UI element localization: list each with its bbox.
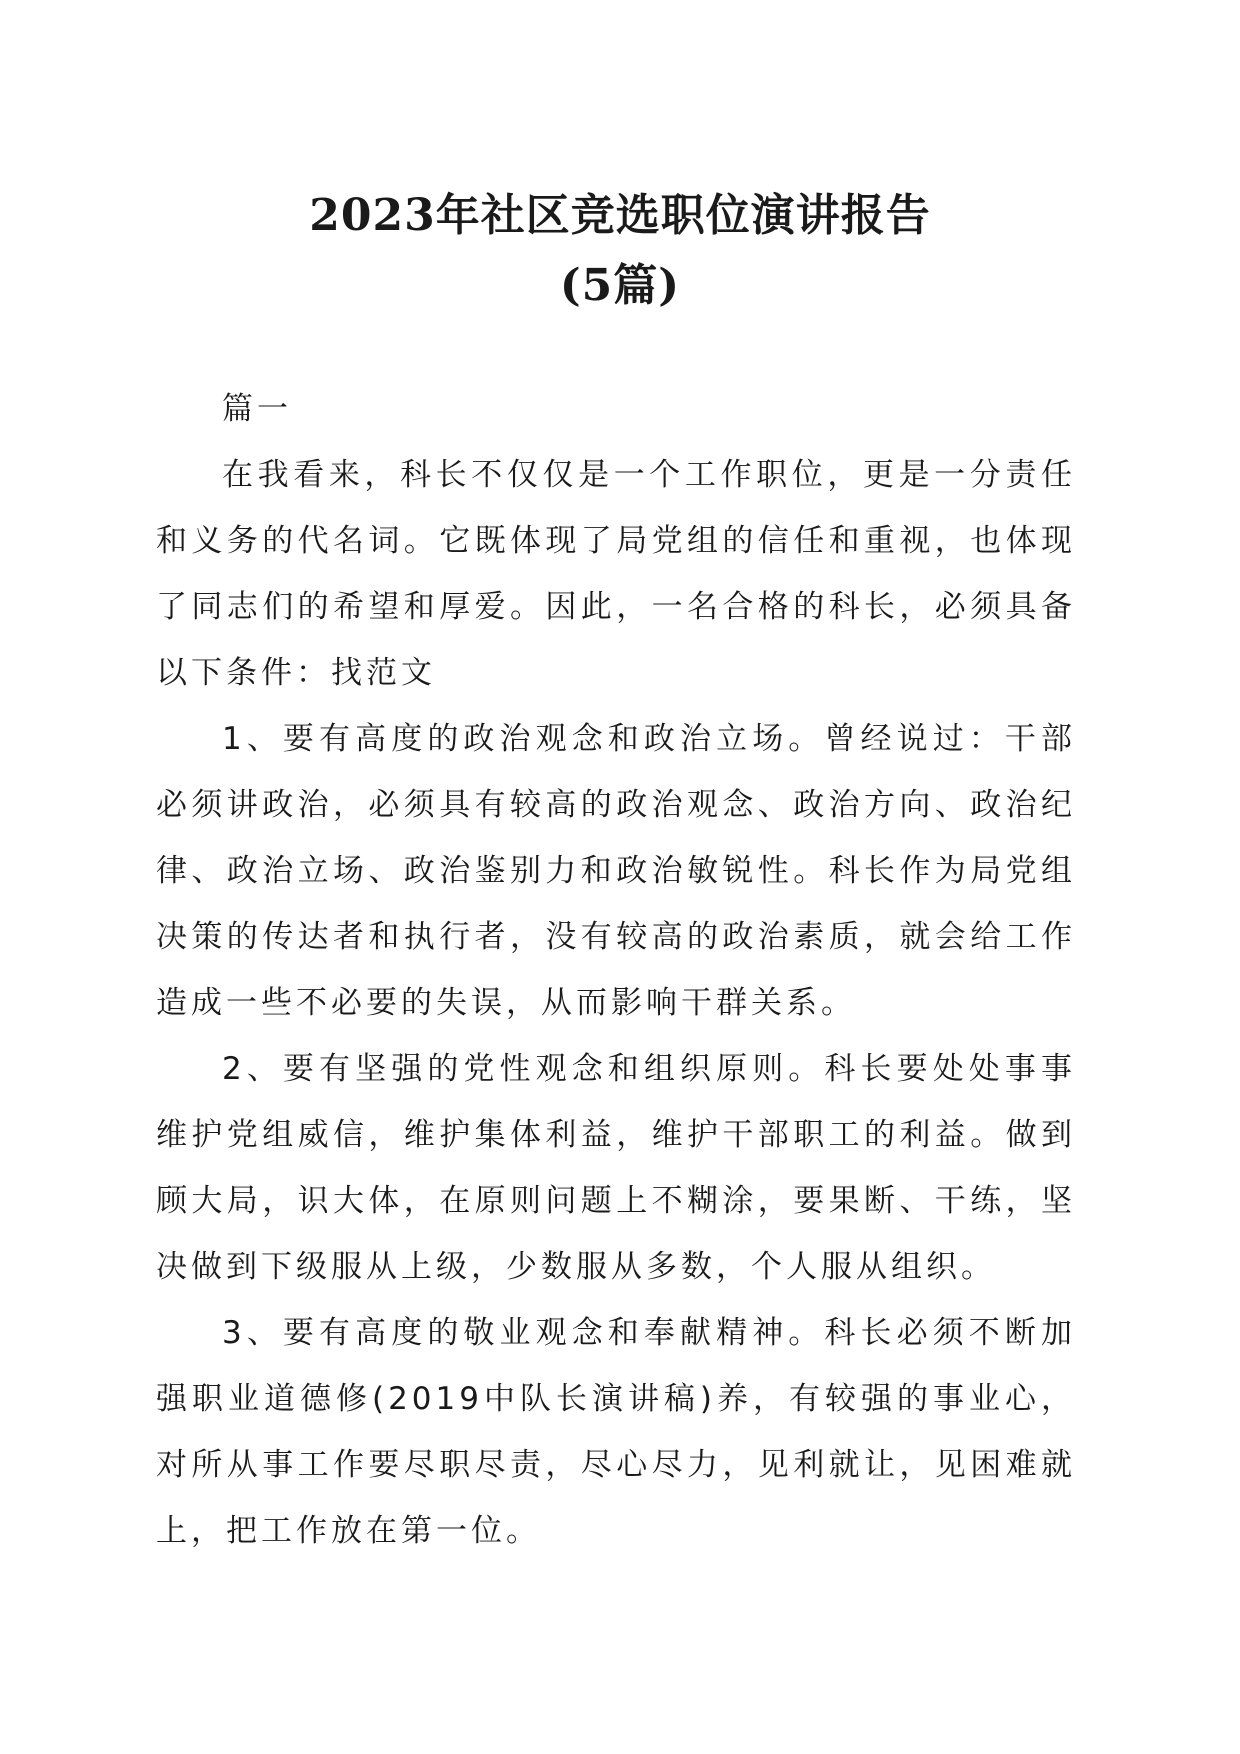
document-subtitle: (5篇): [559, 260, 681, 311]
paragraph-point-3: 3、要有高度的敬业观念和奉献精神。科长必须不断加强职业道德修(2019中队长演讲稿)养，有较强的事业心，对所从事工作要尽职尽责，尽心尽力，见利就让，见困难就上，把工作放在第一位。: [156, 1315, 1076, 1549]
section-heading: 篇一: [222, 391, 292, 427]
paragraph-intro: 在我看来，科长不仅仅是一个工作职位，更是一分责任和义务的代名词。它既体现了局党组的信任和重视，也体现了同志们的希望和厚爱。因此，一名合格的科长，必须具备以下条件：找范文: [156, 457, 1076, 691]
paragraph-point-1: 1、要有高度的政治观念和政治立场。曾经说过：干部必须讲政治，必须具有较高的政治观念、政治方向、政治纪律、政治立场、政治鉴别力和政治敏锐性。科长作为局党组决策的传达者和执行者，没有较高的政治素质，就会给工作造成一些不必要的失误，从而影响干群关系。: [156, 721, 1076, 1021]
paragraph-point-2: 2、要有坚强的党性观念和组织原则。科长要处处事事维护党组威信，维护集体利益，维护干部职工的利益。做到顾大局，识大体，在原则问题上不糊涂，要果断、干练，坚决做到下级服从上级，少数服从多数，个人服从组织。: [156, 1051, 1076, 1285]
document-title: 2023年社区竞选职位演讲报告: [309, 190, 931, 241]
document-body: [156, 376, 1076, 1564]
